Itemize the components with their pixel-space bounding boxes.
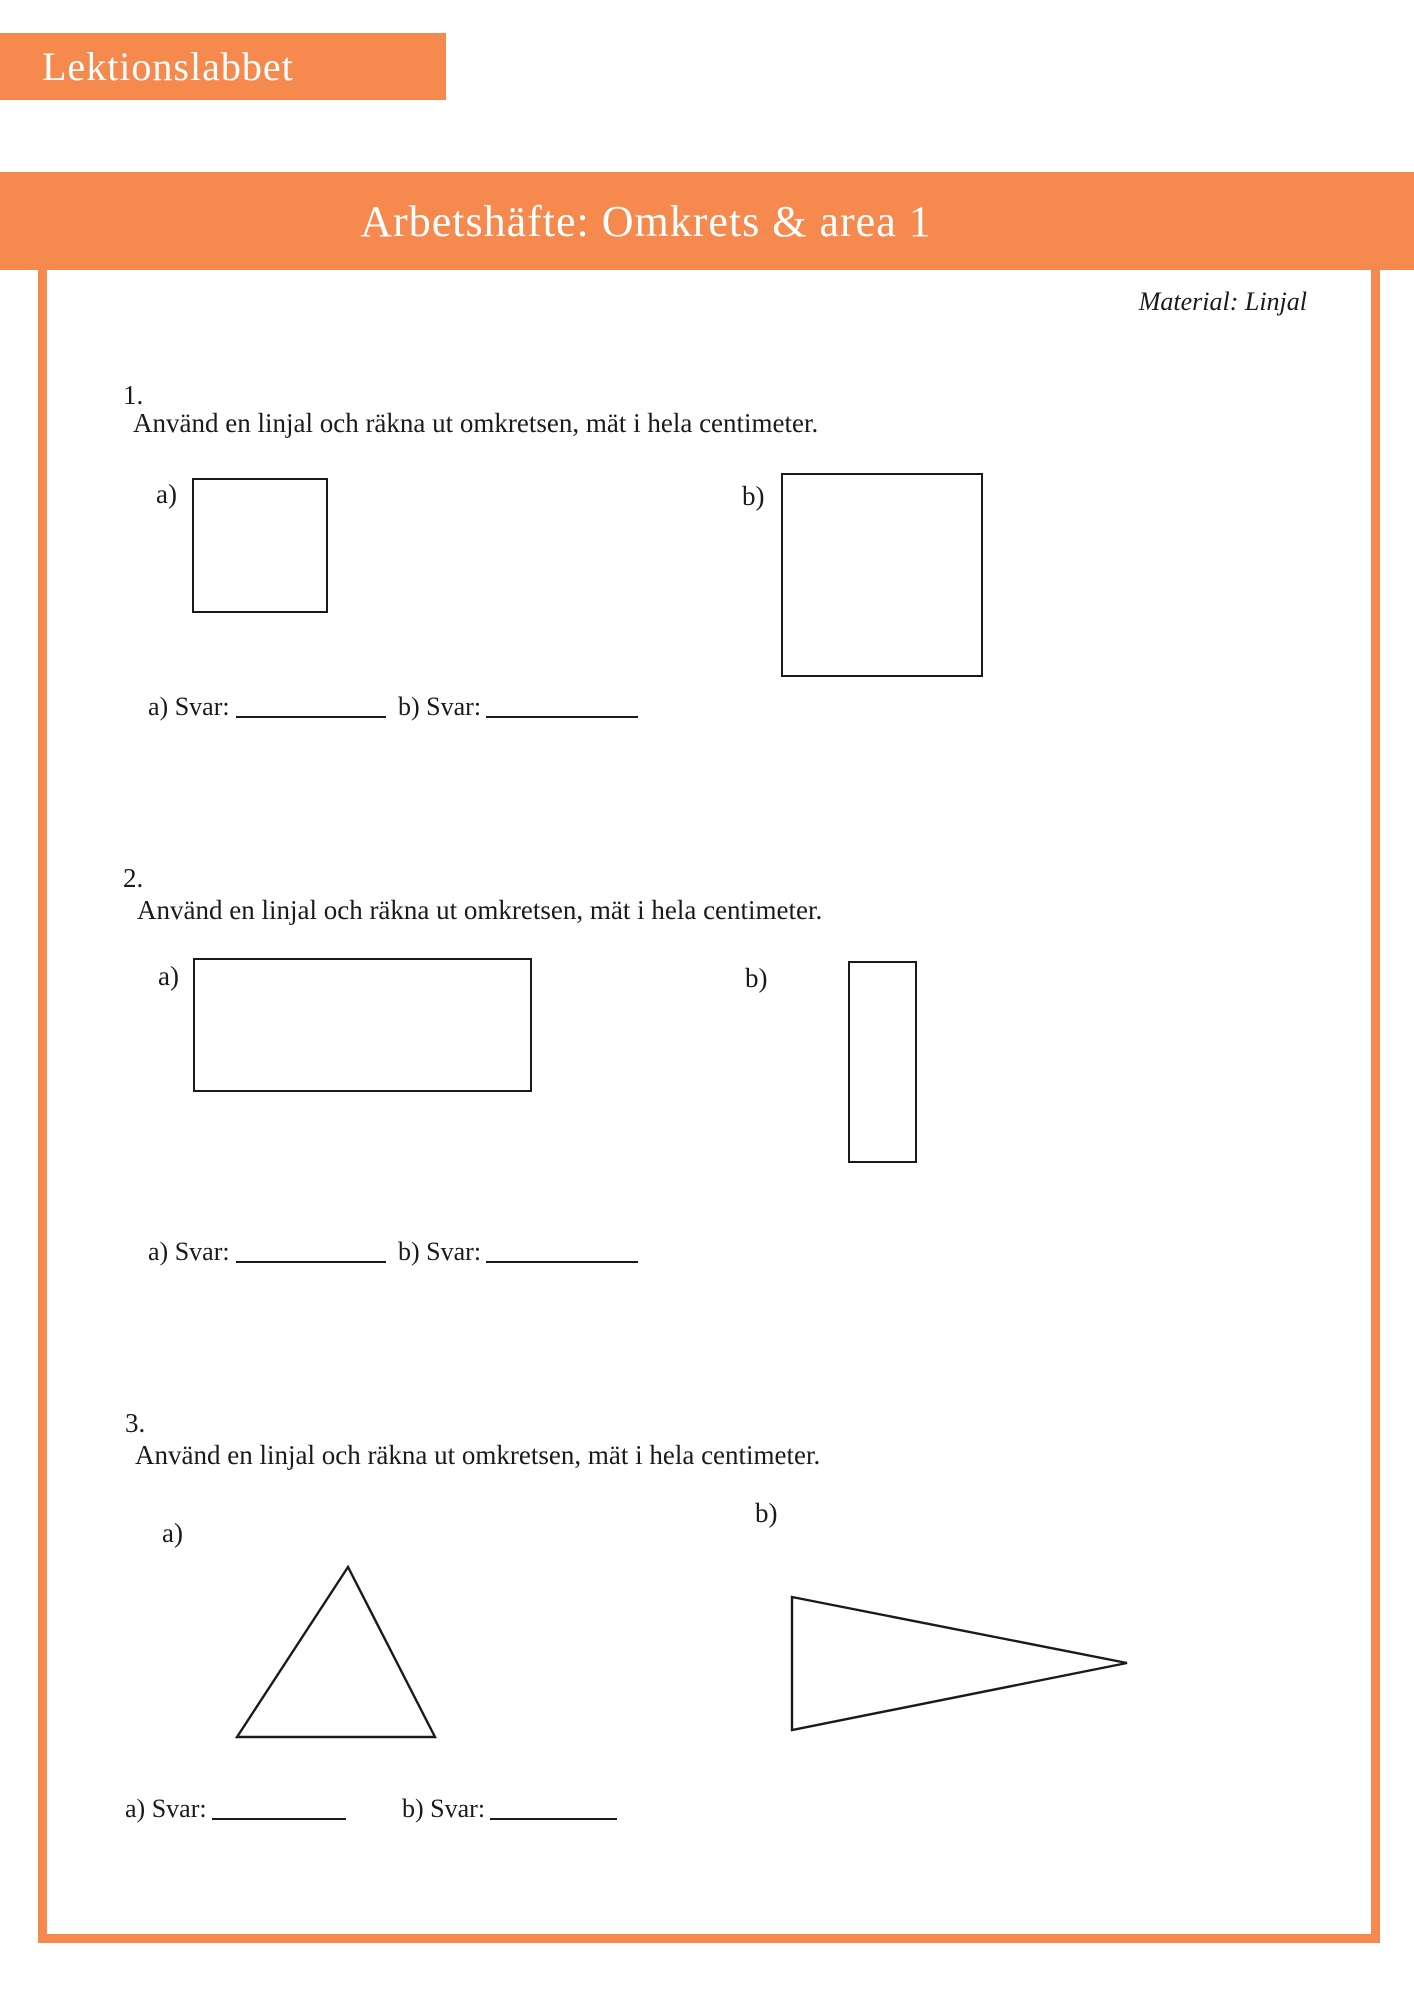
answer-2b-label: b) Svar: <box>398 1237 482 1266</box>
section-1-number: 1. <box>123 380 144 410</box>
title-banner <box>0 172 1414 270</box>
shape-2a-label: a) <box>158 961 179 991</box>
shape-3b-label: b) <box>755 1498 778 1528</box>
shape-1b-label: b) <box>742 481 765 511</box>
brand-logo-text: Lektionslabbet <box>42 44 294 89</box>
material-note: Material: Linjal <box>1138 287 1307 316</box>
answer-2a-line[interactable] <box>236 1261 386 1263</box>
answer-1b-label: b) Svar: <box>398 692 482 721</box>
answer-3b-line[interactable] <box>490 1818 617 1820</box>
answer-3a-line[interactable] <box>212 1818 346 1820</box>
shape-3a-triangle <box>225 1555 445 1745</box>
shape-3b-triangle <box>785 1590 1135 1738</box>
answer-2a-label: a) Svar: <box>148 1237 230 1266</box>
shape-2a-rectangle <box>193 958 532 1092</box>
section-3-number: 3. <box>125 1408 146 1438</box>
shape-2b-rectangle <box>848 961 917 1163</box>
shape-3a-label: a) <box>162 1518 183 1548</box>
section-3-instruction: Använd en linjal och räkna ut omkretsen, mät i hela centimeter. <box>135 1440 821 1470</box>
answer-1b-line[interactable] <box>486 716 638 718</box>
page-title: Arbetshäfte: Omkrets & area 1 <box>360 196 932 246</box>
shape-1a-square <box>192 478 328 613</box>
answer-3a-label: a) Svar: <box>125 1794 207 1823</box>
section-2-instruction: Använd en linjal och räkna ut omkretsen, mät i hela centimeter. <box>137 895 823 925</box>
section-1-instruction: Använd en linjal och räkna ut omkretsen, mät i hela centimeter. <box>133 408 819 438</box>
answer-3b-label: b) Svar: <box>402 1794 486 1823</box>
answer-2b-line[interactable] <box>486 1261 638 1263</box>
shape-1b-square <box>781 473 983 677</box>
answer-1a-label: a) Svar: <box>148 692 230 721</box>
brand-logo <box>0 33 446 100</box>
answer-1a-line[interactable] <box>236 716 386 718</box>
section-2-number: 2. <box>123 863 144 893</box>
shape-2b-label: b) <box>745 963 768 993</box>
shape-1a-label: a) <box>156 479 177 509</box>
